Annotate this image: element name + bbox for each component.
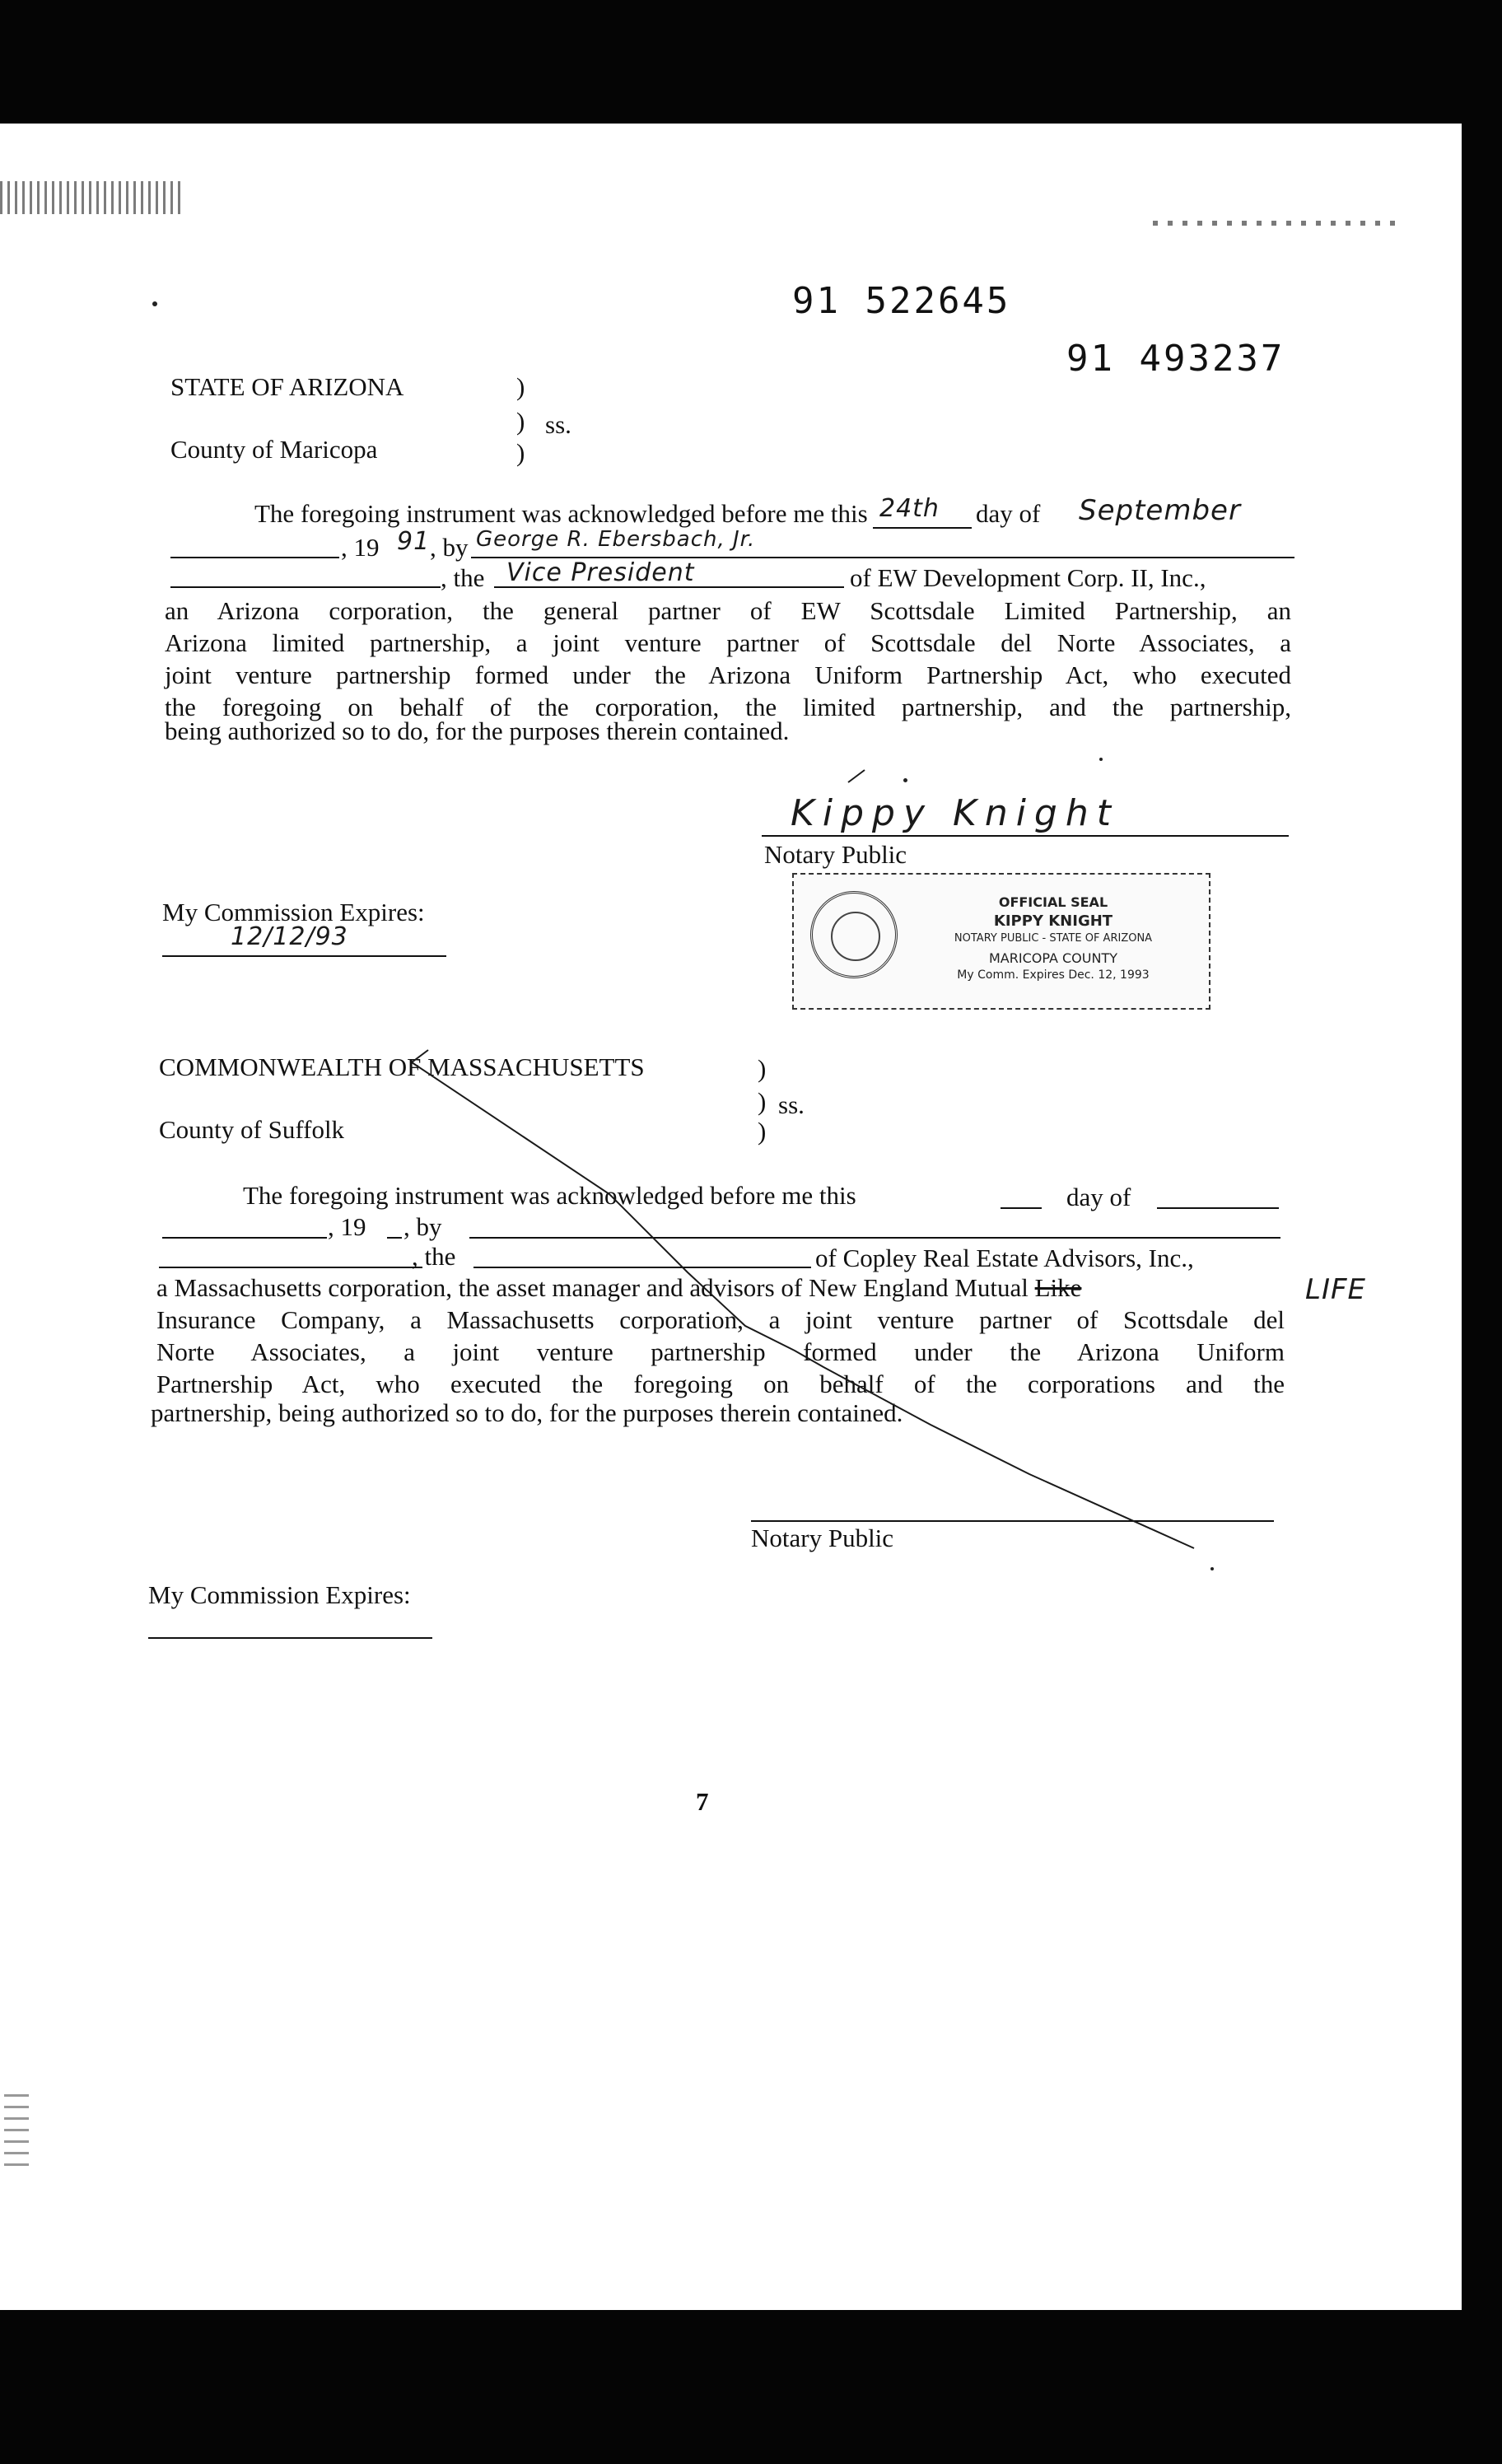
venue-paren: ) bbox=[516, 438, 525, 467]
arizona-notary-signature: Kippy Knight bbox=[791, 792, 1119, 834]
arizona-the: , the bbox=[441, 563, 485, 592]
arizona-commission-handwritten: 12/12/93 bbox=[231, 922, 348, 951]
seal-line: OFFICIAL SEAL bbox=[998, 894, 1108, 910]
arizona-name-handwritten: George R. Ebersbach, Jr. bbox=[476, 527, 756, 552]
massachusetts-body-line: Insurance Company, a Massachusetts corporation, a joint venture partner of Scottsdale del bbox=[156, 1305, 1285, 1334]
massachusetts-body-line: Partnership Act, who executed the foregoing on behalf of the corporations and the bbox=[156, 1370, 1285, 1398]
arizona-company: of EW Development Corp. II, Inc., bbox=[850, 563, 1206, 592]
arizona-body-line: being authorized so to do, for the purposes therein contained. bbox=[165, 716, 790, 745]
massachusetts-year: , 19 bbox=[328, 1212, 366, 1241]
arizona-body-line: Arizona limited partnership, a joint venture partner of Scottsdale del Norte Associates, a bbox=[165, 628, 1291, 657]
venue-paren: ) bbox=[758, 1054, 767, 1083]
arizona-notary-label: Notary Public bbox=[764, 840, 907, 869]
arizona-title-handwritten: Vice President bbox=[506, 558, 695, 587]
arizona-body-line: the foregoing on behalf of the corporation, the limited partnership, and the partnership, bbox=[165, 693, 1291, 721]
venue-paren: ) bbox=[516, 372, 525, 401]
arizona-ss: ss. bbox=[545, 410, 571, 439]
arizona-month-handwritten: September bbox=[1079, 494, 1241, 527]
arizona-body-line: joint venture partnership formed under the Arizona Uniform Partnership Act, who executed bbox=[165, 660, 1291, 689]
massachusetts-notary-label: Notary Public bbox=[751, 1524, 894, 1552]
seal-line: NOTARY PUBLIC - STATE OF ARIZONA bbox=[954, 932, 1153, 945]
massachusetts-body-line: partnership, being authorized so to do, for the purposes therein contained. bbox=[151, 1398, 903, 1427]
massachusetts-day-of: day of bbox=[1066, 1183, 1131, 1211]
venue-paren: ) bbox=[758, 1087, 767, 1116]
massachusetts-ack-line: The foregoing instrument was acknowledged before me this bbox=[243, 1181, 856, 1210]
massachusetts-by: , by bbox=[403, 1212, 442, 1241]
arizona-by: , by bbox=[430, 533, 469, 562]
arizona-day-handwritten: 24th bbox=[879, 494, 940, 523]
arizona-body-line: an Arizona corporation, the general partner of EW Scottsdale Limited Partnership, an bbox=[165, 596, 1291, 625]
arizona-commission-label: My Commission Expires: bbox=[162, 898, 425, 926]
arizona-year-prefix: , 19 bbox=[341, 533, 380, 562]
massachusetts-body-line: Norte Associates, a joint venture partnership formed under the Arizona Uniform bbox=[156, 1337, 1285, 1366]
seal-line: MARICOPA COUNTY bbox=[989, 950, 1117, 966]
arizona-state-heading: STATE OF ARIZONA bbox=[170, 372, 404, 401]
massachusetts-county: County of Suffolk bbox=[159, 1115, 345, 1144]
arizona-ack-line: The foregoing instrument was acknowledged before me this bbox=[254, 499, 868, 528]
massachusetts-state-heading: COMMONWEALTH OF MASSACHUSETTS bbox=[159, 1052, 645, 1081]
margin-correction-handwritten: LIFE bbox=[1305, 1273, 1367, 1306]
massachusetts-company: of Copley Real Estate Advisors, Inc., bbox=[815, 1244, 1194, 1272]
arizona-year-handwritten: 91 bbox=[397, 527, 431, 556]
page-number: 7 bbox=[696, 1787, 709, 1816]
arizona-day-of: day of bbox=[976, 499, 1041, 528]
massachusetts-commission-label: My Commission Expires: bbox=[148, 1580, 411, 1609]
venue-paren: ) bbox=[758, 1117, 767, 1146]
document-number-primary: 91 522645 bbox=[792, 280, 1011, 322]
struck-word: Like bbox=[1034, 1273, 1082, 1302]
venue-paren: ) bbox=[516, 407, 525, 436]
seal-line: KIPPY KNIGHT bbox=[993, 912, 1113, 930]
massachusetts-the: , the bbox=[412, 1242, 456, 1271]
arizona-county: County of Maricopa bbox=[170, 435, 378, 464]
document-number-secondary: 91 493237 bbox=[1066, 338, 1285, 380]
seal-line: My Comm. Expires Dec. 12, 1993 bbox=[957, 968, 1150, 982]
massachusetts-ss: ss. bbox=[778, 1090, 805, 1119]
massachusetts-line4-text: a Massachusetts corporation, the asset manager and advisors of New England Mutual bbox=[156, 1273, 1029, 1302]
